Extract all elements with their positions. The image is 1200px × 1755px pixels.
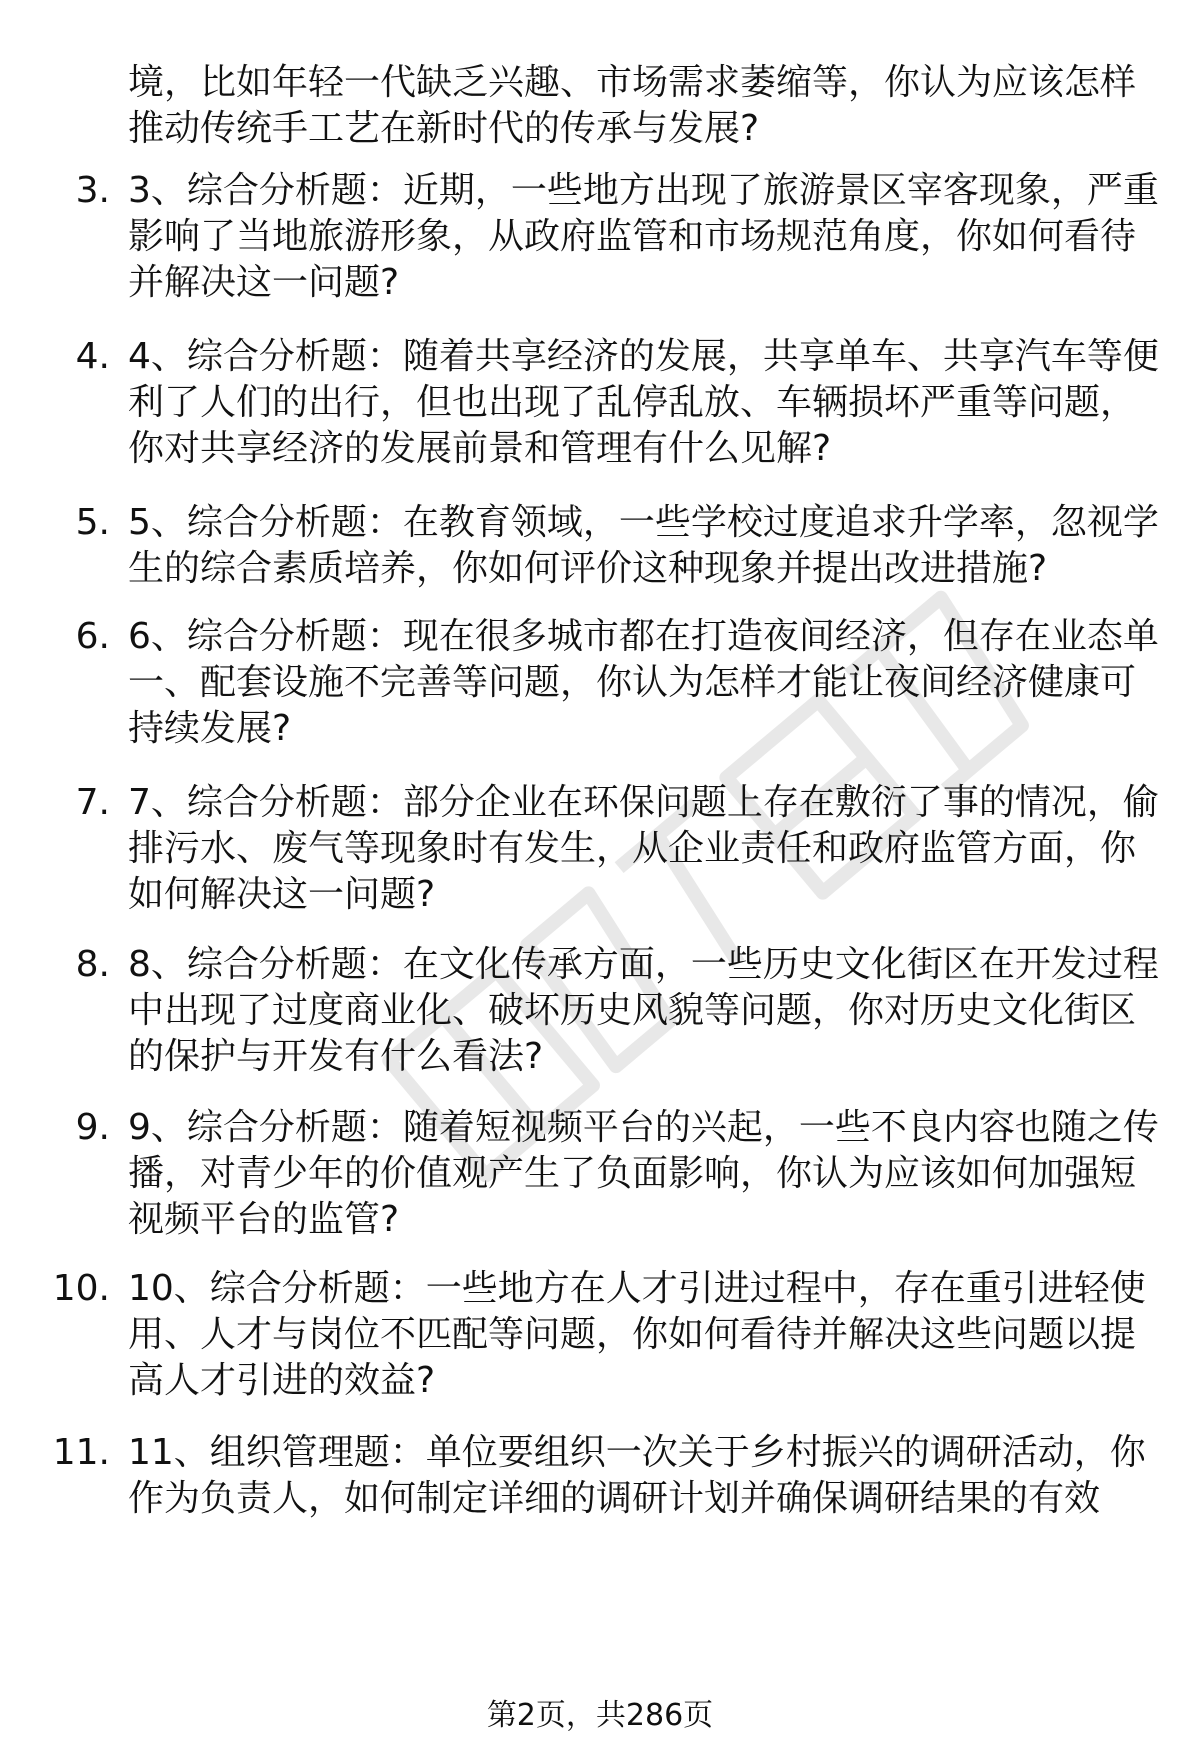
list-item-number: 3. [75,170,110,211]
continuation-paragraph: 境，比如年轻一代缺乏兴趣、市场需求萎缩等，你认为应该怎样推动传统手工艺在新时代的传承与发展? [128,62,1137,149]
list-item-text: 3、综合分析题：近期，一些地方出现了旅游景区宰客现象，严重影响了当地旅游形象，从政府监管和市场规范角度，你如何看待并解决这一问题? [128,170,1159,303]
list-item-text: 5、综合分析题：在教育领域，一些学校过度追求升学率，忽视学生的综合素质培养，你如何评价这种现象并提出改进措施? [128,502,1159,589]
list-item-number: 10. [52,1268,110,1309]
list-item-text: 7、综合分析题：部分企业在环保问题上存在敷衍了事的情况，偷排污水、废气等现象时有发生，从企业责任和政府监管方面，你如何解决这一问题? [128,782,1159,915]
list-item-number: 4. [75,336,110,377]
list-item-text: 6、综合分析题：现在很多城市都在打造夜间经济，但存在业态单一、配套设施不完善等问题，你认为怎样才能让夜间经济健康可持续发展? [128,616,1159,749]
list-item-text: 11、组织管理题：单位要组织一次关于乡村振兴的调研活动，你作为负责人，如何制定详细的调研计划并确保调研结果的有效 [128,1432,1146,1519]
list-item-number: 7. [75,782,110,823]
list-item-number: 11. [52,1432,110,1473]
page-footer: 第2页，共286页 [486,1698,714,1733]
list-item-number: 6. [75,616,110,657]
list-item-number: 9. [75,1107,110,1148]
list-item-text: 9、综合分析题：随着短视频平台的兴起，一些不良内容也随之传播，对青少年的价值观产生了负面影响，你认为应该如何加强短视频平台的监管? [128,1107,1159,1240]
list-item-text: 8、综合分析题：在文化传承方面，一些历史文化街区在开发过程中出现了过度商业化、破坏历史风貌等问题，你对历史文化街区的保护与开发有什么看法? [128,944,1159,1077]
list-item-text: 10、综合分析题：一些地方在人才引进过程中，存在重引进轻使用、人才与岗位不匹配等问题，你如何看待并解决这些问题以提高人才引进的效益? [128,1268,1146,1401]
list-item-number: 8. [75,944,110,985]
list-item-number: 5. [75,502,110,543]
list-item-text: 4、综合分析题：随着共享经济的发展，共享单车、共享汽车等便利了人们的出行，但也出现了乱停乱放、车辆损坏严重等问题，你对共享经济的发展前景和管理有什么见解? [128,336,1159,469]
